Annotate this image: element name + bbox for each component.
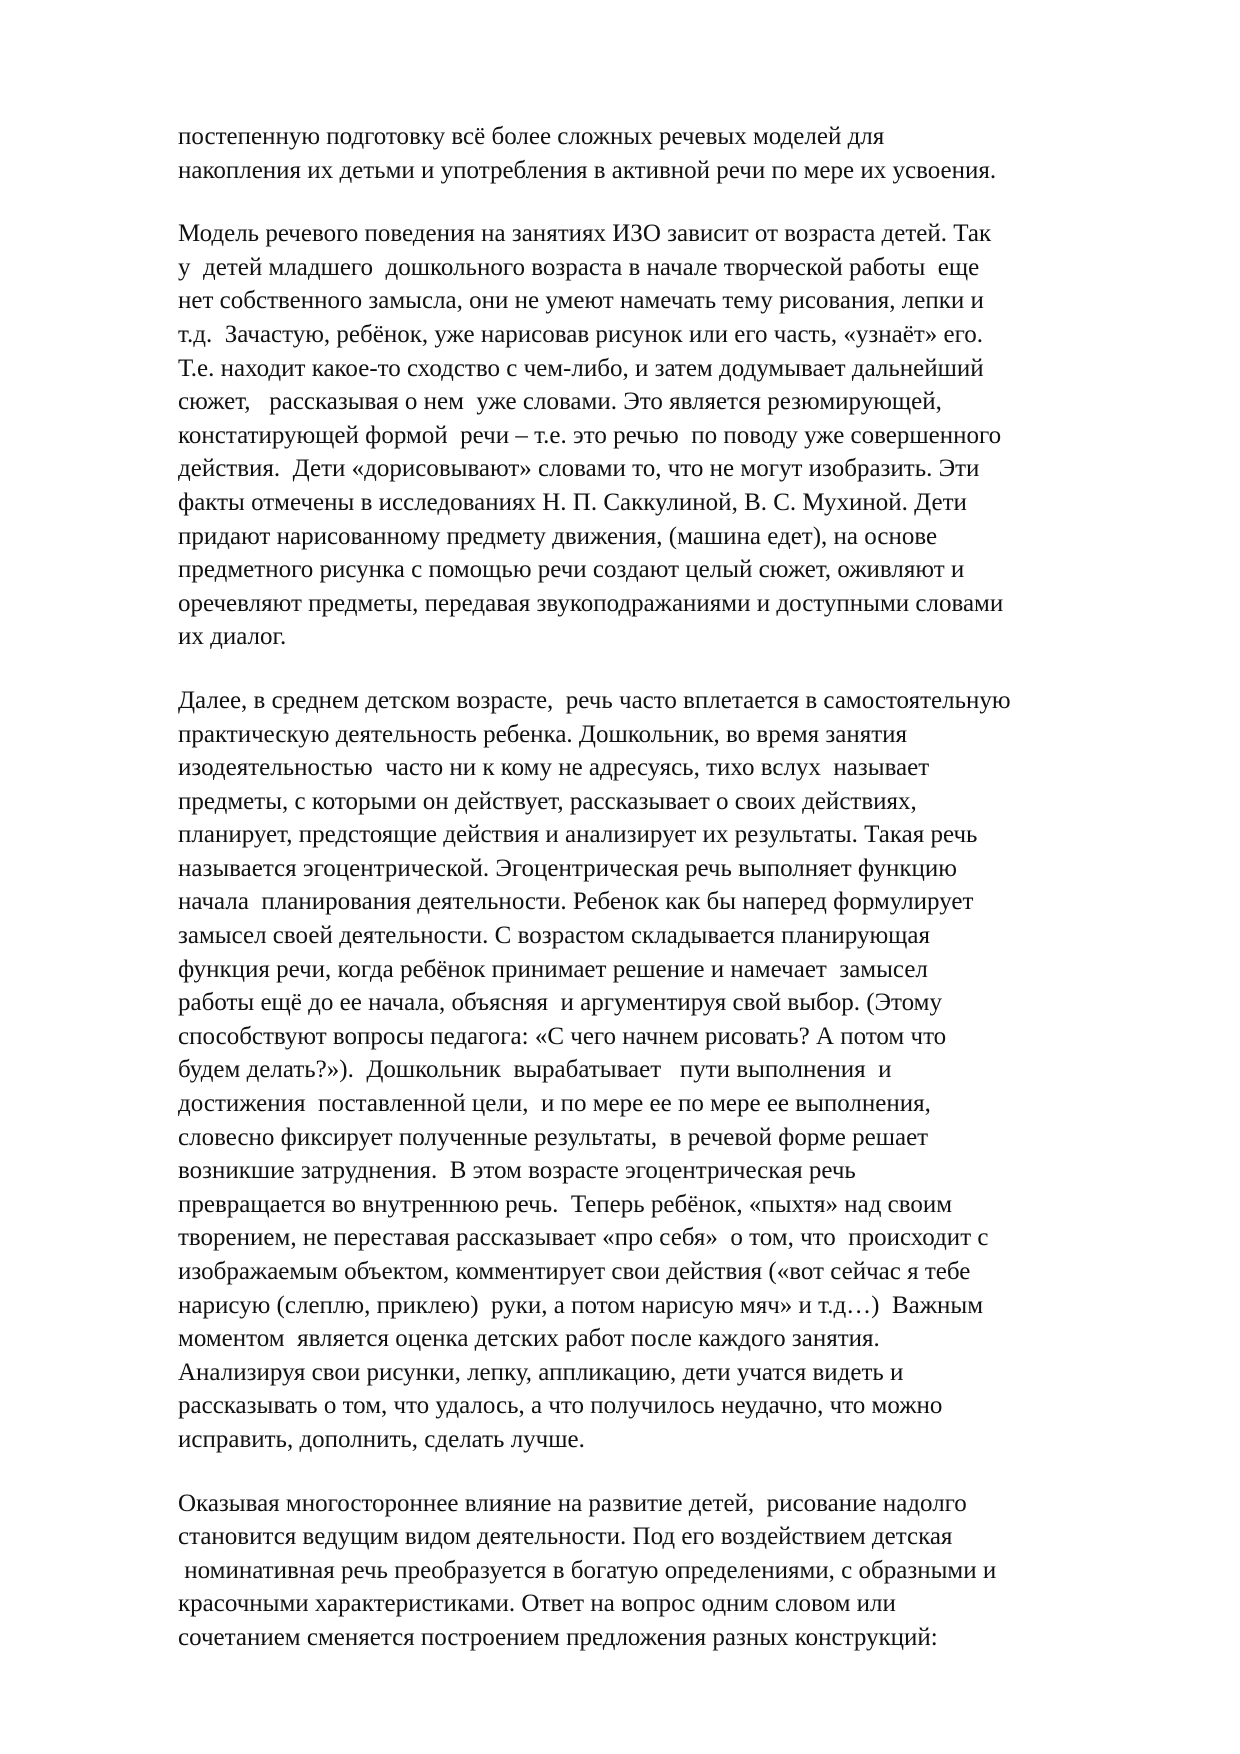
text-line: Т.е. находит какое-то сходство с чем-либо, и затем додумывает дальнейший — [178, 354, 984, 382]
paragraph-4 — [178, 1487, 1178, 1655]
document-page — [178, 120, 1178, 1685]
text-line: рассказывать о том, что удалось, а что получилось неудачно, что можно — [178, 1392, 943, 1420]
text-line: нет собственного замысла, они не умеют намечать тему рисования, лепки и — [178, 287, 984, 315]
text-line: способствуют вопросы педагога: «С чего начнем рисовать? А потом что — [178, 1022, 947, 1050]
text-line: планирует, предстоящие действия и анализирует их результаты. Такая речь — [178, 821, 978, 849]
text-line: придают нарисованному предмету движения, (машина едет), на основе — [178, 522, 938, 550]
text-line: изображаемым объектом, комментирует свои действия («вот сейчас я тебе — [178, 1258, 971, 1285]
text-line: превращается во внутреннюю речь. Теперь ребёнок, «пыхтя» над своим — [178, 1190, 953, 1218]
text-line: исправить, дополнить, сделать лучше. — [178, 1425, 585, 1453]
text-line: сочетанием сменяется построением предложения разных конструкций: — [178, 1623, 938, 1651]
text-line: возникшие затруднения. В этом возрасте эгоцентрическая речь — [178, 1157, 856, 1185]
text-line: нарисую (слеплю, приклею) руки, а потом нарисую мяч» и т.д…) Важным — [178, 1291, 984, 1319]
text-line: предметного рисунка с помощью речи создают целый сюжет, оживляют и — [178, 556, 965, 584]
text-line: действия. Дети «дорисовывают» словами то, что не могут изобразить. Эти — [178, 455, 980, 483]
text-line: факты отмечены в исследованиях Н. П. Саккулиной, В. С. Мухиной. Дети — [178, 488, 967, 516]
text-line: их диалог. — [178, 623, 287, 651]
text-line: словесно фиксирует полученные результаты, в речевой форме решает — [178, 1123, 929, 1151]
text-line: начала планирования деятельности. Ребенок как бы наперед формулирует — [178, 888, 974, 916]
text-line: творением, не переставая рассказывает «про себя» о том, что происходит с — [178, 1224, 989, 1252]
text-line: т.д. Зачастую, ребёнок, уже нарисовав рисунок или его часть, «узнаёт» его. — [178, 320, 983, 348]
text-line: становится ведущим видом деятельности. Под его воздействием детская — [178, 1523, 953, 1551]
text-line: предметы, с которыми он действует, рассказывает о своих действиях, — [178, 787, 917, 815]
text-line: Анализируя свои рисунки, лепку, аппликацию, дети учатся видеть и — [178, 1358, 904, 1386]
text-line: постепенную подготовку всё более сложных речевых моделей для — [178, 123, 885, 150]
text-line: номинативная речь преобразуется в богатую определениями, с образными и — [178, 1556, 997, 1584]
paragraph-2 — [178, 217, 1178, 654]
text-line: изодеятельностью часто ни к кому не адресуясь, тихо вслух называет — [178, 754, 930, 782]
text-line: замысел своей деятельности. С возрастом складывается планирующая — [178, 922, 930, 950]
text-line: моментом является оценка детских работ после каждого занятия. — [178, 1325, 880, 1353]
text-line: у детей младшего дошкольного возраста в начале творческой работы еще — [178, 253, 980, 281]
paragraph-1 — [178, 120, 1178, 187]
text-line: Оказывая многостороннее влияние на развитие детей, рисование надолго — [178, 1489, 967, 1517]
text-line: красочными характеристиками. Ответ на вопрос одним словом или — [178, 1590, 896, 1618]
text-line: называется эгоцентрической. Эгоцентрическая речь выполняет функцию — [178, 854, 957, 882]
text-line: будем делать?»). Дошкольник вырабатывает пути выполнения и — [178, 1056, 892, 1084]
text-line: работы ещё до ее начала, объясняя и аргументируя свой выбор. (Этому — [178, 989, 942, 1017]
text-line: Далее, в среднем детском возрасте, речь часто вплетается в самостоятельную — [178, 686, 1011, 714]
text-line: констатирующей формой речи – т.е. это речью по поводу уже совершенного — [178, 421, 1002, 449]
text-line: функция речи, когда ребёнок принимает решение и намечает замысел — [178, 955, 928, 983]
text-line: накопления их детьми и употребления в активной речи по мере их усвоения. — [178, 156, 997, 184]
paragraph-3 — [178, 684, 1178, 1457]
text-line: Модель речевого поведения на занятиях ИЗО зависит от возраста детей. Так — [178, 220, 992, 248]
text-line: практическую деятельность ребенка. Дошкольник, во время занятия — [178, 720, 908, 748]
text-line: достижения поставленной цели, и по мере ее по мере ее выполнения, — [178, 1090, 931, 1118]
text-line: оречевляют предметы, передавая звукоподражаниями и доступными словами — [178, 589, 1004, 617]
text-line: сюжет, рассказывая о нем уже словами. Это является резюмирующей, — [178, 388, 942, 416]
